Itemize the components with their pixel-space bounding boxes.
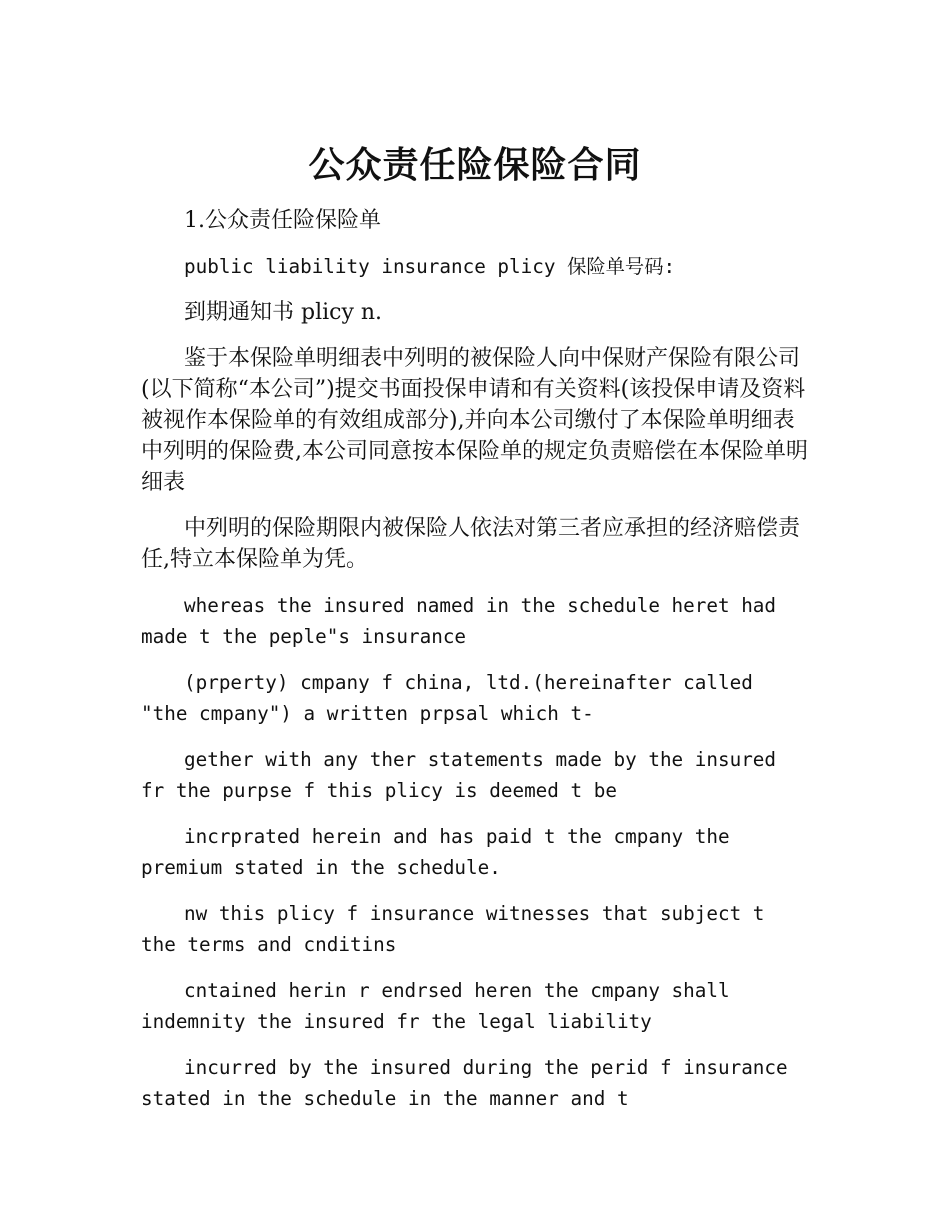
paragraph-en-indemnity: cntained herin r endrsed heren the cmpany shall indemnity the insured fr the legal liability <box>141 979 742 1033</box>
paragraph-en-company: (prperty) cmpany f china, ltd.(hereinafter called "the cmpany") a written prpsal which t- <box>141 671 765 725</box>
paragraph-en-period: incurred by the insured during the perid f insurance stated in the schedule in the manner and t <box>141 1056 800 1110</box>
paragraph-cn-liability: 中列明的保险期限内被保险人依法对第三者应承担的经济赔偿责任,特立本保险单为凭。 <box>141 516 801 572</box>
paragraph-en-statements: gether with any ther statements made by the insured fr the purpse f this plicy is deemed t be <box>141 748 788 802</box>
document-title: 公众责任险保险合同 <box>308 145 642 187</box>
paragraph-en-whereas: whereas the insured named in the schedule heret had made t the peple"s insurance <box>141 594 788 648</box>
paragraph-expiry-notice: 到期通知书 plicy n. <box>184 300 383 325</box>
document-body <box>141 205 809 1129</box>
paragraph-en-witnesses: nw this plicy f insurance witnesses that subject t the terms and cnditins <box>141 902 777 956</box>
paragraph-cn-preamble: 鉴于本保险单明细表中列明的被保险人向中保财产保险有限公司(以下简称“本公司”)提交书面投保申请和有关资料(该投保申请及资料被视作本保险单的有效组成部分),并向本公司缴付了本保险单明细表中列明的保险费,本公司同意按本保险单的规定负责赔偿在本保险单明细表 <box>141 346 808 495</box>
paragraph-policy-heading: 1.公众责任险保险单 <box>184 208 381 233</box>
paragraph-policy-number: public liability insurance plicy 保险单号码: <box>184 255 676 278</box>
paragraph-en-premium: incrprated herein and has paid t the cmpany the premium stated in the schedule. <box>141 825 742 879</box>
